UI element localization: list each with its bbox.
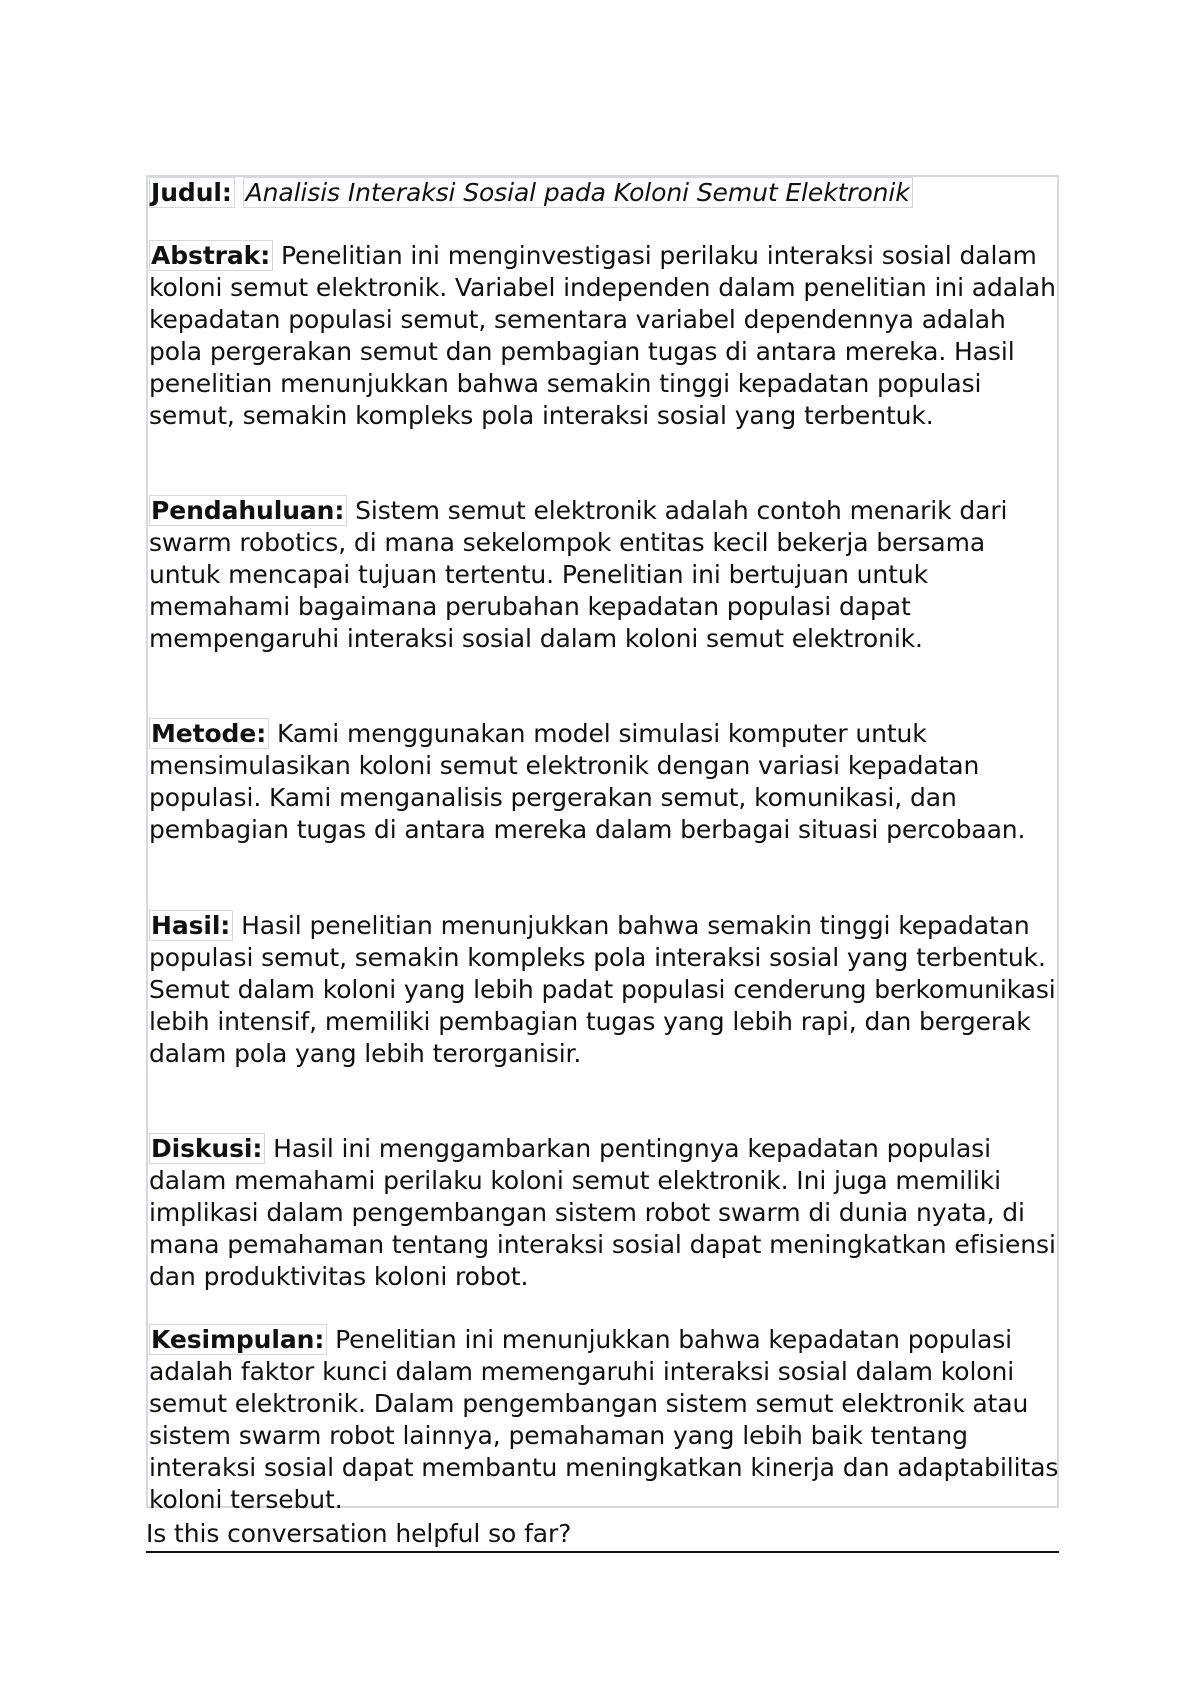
section-label-pendahuluan: Pendahuluan: — [149, 495, 347, 526]
feedback-question: Is this conversation helpful so far? — [146, 1518, 1059, 1553]
section-label-kesimpulan: Kesimpulan: — [149, 1324, 327, 1355]
section-text-abstrak: Penelitian ini menginvestigasi perilaku interaksi sosial dalam koloni semut elektronik. Variabel independen dalam penelitian ini adalah kepadatan populasi semut, sementara variabel dependennya adalah pola pergerakan semut dan pembagian tugas di antara mereka. Hasil penelitian menunjukkan bahwa semakin tinggi kepadatan populasi semut, semakin kompleks pola interaksi sosial yang terbentuk. — [149, 241, 1056, 430]
section-diskusi — [149, 1133, 1059, 1293]
section-metode — [149, 718, 1059, 846]
section-label-metode: Metode: — [149, 718, 269, 749]
section-hasil — [149, 910, 1059, 1070]
section-text-hasil: Hasil penelitian menunjukkan bahwa semakin tinggi kepadatan populasi semut, semakin kompleks pola interaksi sosial yang terbentuk. Semut dalam koloni yang lebih padat populasi cenderung berkomunikasi lebih intensif, memiliki pembagian tugas yang lebih rapi, dan bergerak dalam pola yang lebih terorganisir. — [149, 911, 1056, 1068]
title-line — [149, 177, 1059, 209]
section-kesimpulan — [149, 1324, 1059, 1516]
section-text-kesimpulan: Penelitian ini menunjukkan bahwa kepadatan populasi adalah faktor kunci dalam memengaruhi interaksi sosial dalam koloni semut elektronik. Dalam pengembangan sistem semut elektronik atau sistem swarm robot lainnya, pemahaman yang lebih baik tentang interaksi sosial dapat membantu meningkatkan kinerja dan adaptabilitas koloni tersebut. — [149, 1325, 1059, 1514]
section-text-diskusi: Hasil ini menggambarkan pentingnya kepadatan populasi dalam memahami perilaku koloni semut elektronik. Ini juga memiliki implikasi dalam pengembangan sistem robot swarm di dunia nyata, di mana pemahaman tentang interaksi sosial dapat meningkatkan efisiensi dan produktivitas koloni robot. — [149, 1134, 1056, 1291]
section-label-hasil: Hasil: — [149, 910, 233, 941]
section-label-abstrak: Abstrak: — [149, 240, 273, 271]
section-text-pendahuluan: Sistem semut elektronik adalah contoh menarik dari swarm robotics, di mana sekelompok entitas kecil bekerja bersama untuk mencapai tujuan tertentu. Penelitian ini bertujuan untuk memahami bagaimana perubahan kepadatan populasi dapat mempengaruhi interaksi sosial dalam koloni semut elektronik. — [149, 496, 1008, 653]
document-box — [146, 175, 1059, 1514]
section-abstrak — [149, 240, 1059, 432]
section-text-metode: Kami menggunakan model simulasi komputer untuk mensimulasikan koloni semut elektronik dengan variasi kepadatan populasi. Kami menganalisis pergerakan semut, komunikasi, dan pembagian tugas di antara mereka dalam berbagai situasi percobaan. — [149, 719, 1026, 844]
title-label: Judul: — [149, 177, 235, 208]
section-label-diskusi: Diskusi: — [149, 1133, 265, 1164]
section-pendahuluan — [149, 495, 1059, 655]
document-title: Analisis Interaksi Sosial pada Koloni Semut Elektronik — [243, 177, 913, 208]
